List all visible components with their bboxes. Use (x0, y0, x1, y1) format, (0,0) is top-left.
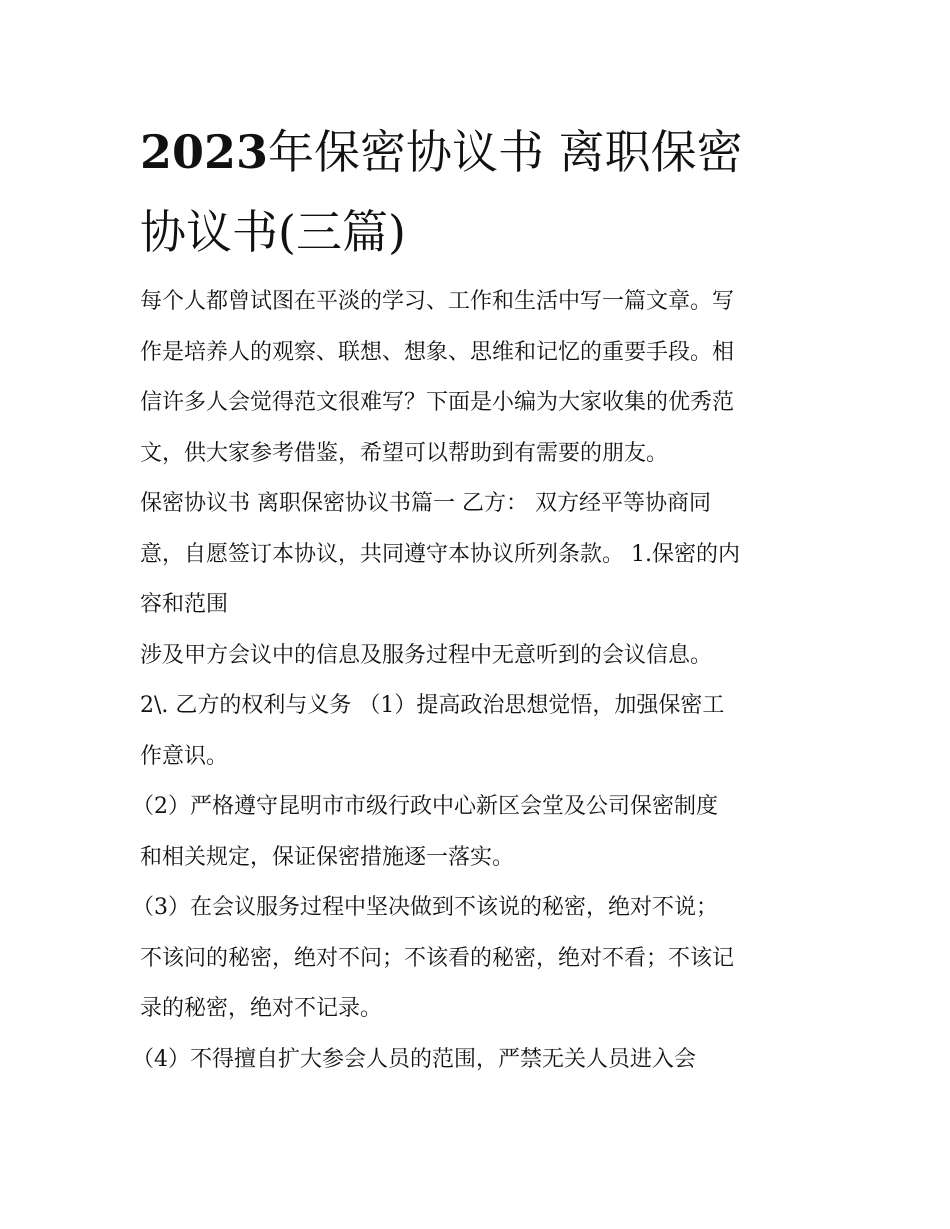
document-title (140, 112, 840, 272)
body-line: （4）不得擅自扩大参会人员的范围，严禁无关人员进入会 (132, 1046, 696, 1072)
title-line-1-text: 年保密协议书 离职保密 (268, 125, 743, 179)
body-line: 作是培养人的观察、联想、想象、思维和记忆的重要手段。相 (140, 339, 735, 365)
body-line: 涉及甲方会议中的信息及服务过程中无意听到的会议信息。 (140, 642, 713, 668)
body-line: 录的秘密，绝对不记录。 (140, 996, 383, 1021)
body-line: 保密协议书 离职保密协议书篇一 乙方： 双方经平等协商同 (140, 491, 711, 516)
body-line: 信许多人会觉得范文很难写？下面是小编为大家收集的优秀范 (140, 390, 735, 415)
document-body (132, 277, 820, 1085)
body-line: 意，自愿签订本协议，共同遵守本协议所列条款。 1.保密的内 (140, 541, 740, 567)
title-line-1 (140, 112, 840, 192)
body-line: 2\. 乙方的权利与义务 （1）提高政治思想觉悟，加强保密工 (140, 693, 725, 718)
body-line: （2）严格遵守昆明市市级行政中心新区会堂及公司保密制度 (132, 794, 718, 819)
body-line: 和相关规定，保证保密措施逐一落实。 (140, 844, 515, 870)
body-line: 作意识。 (140, 743, 229, 769)
body-line: （3）在会议服务过程中坚决做到不该说的秘密，绝对不说； (132, 895, 718, 920)
title-line-2: 协议书(三篇) (140, 205, 406, 259)
body-line: 文，供大家参考借鉴，希望可以帮助到有需要的朋友。 (140, 440, 669, 466)
body-line: 容和范围 (140, 592, 229, 617)
title-year: 2023 (140, 125, 269, 179)
body-line: 不该问的秘密，绝对不问；不该看的秘密，绝对不看；不该记 (140, 945, 735, 971)
body-line: 每个人都曾试图在平淡的学习、工作和生活中写一篇文章。写 (140, 289, 735, 314)
